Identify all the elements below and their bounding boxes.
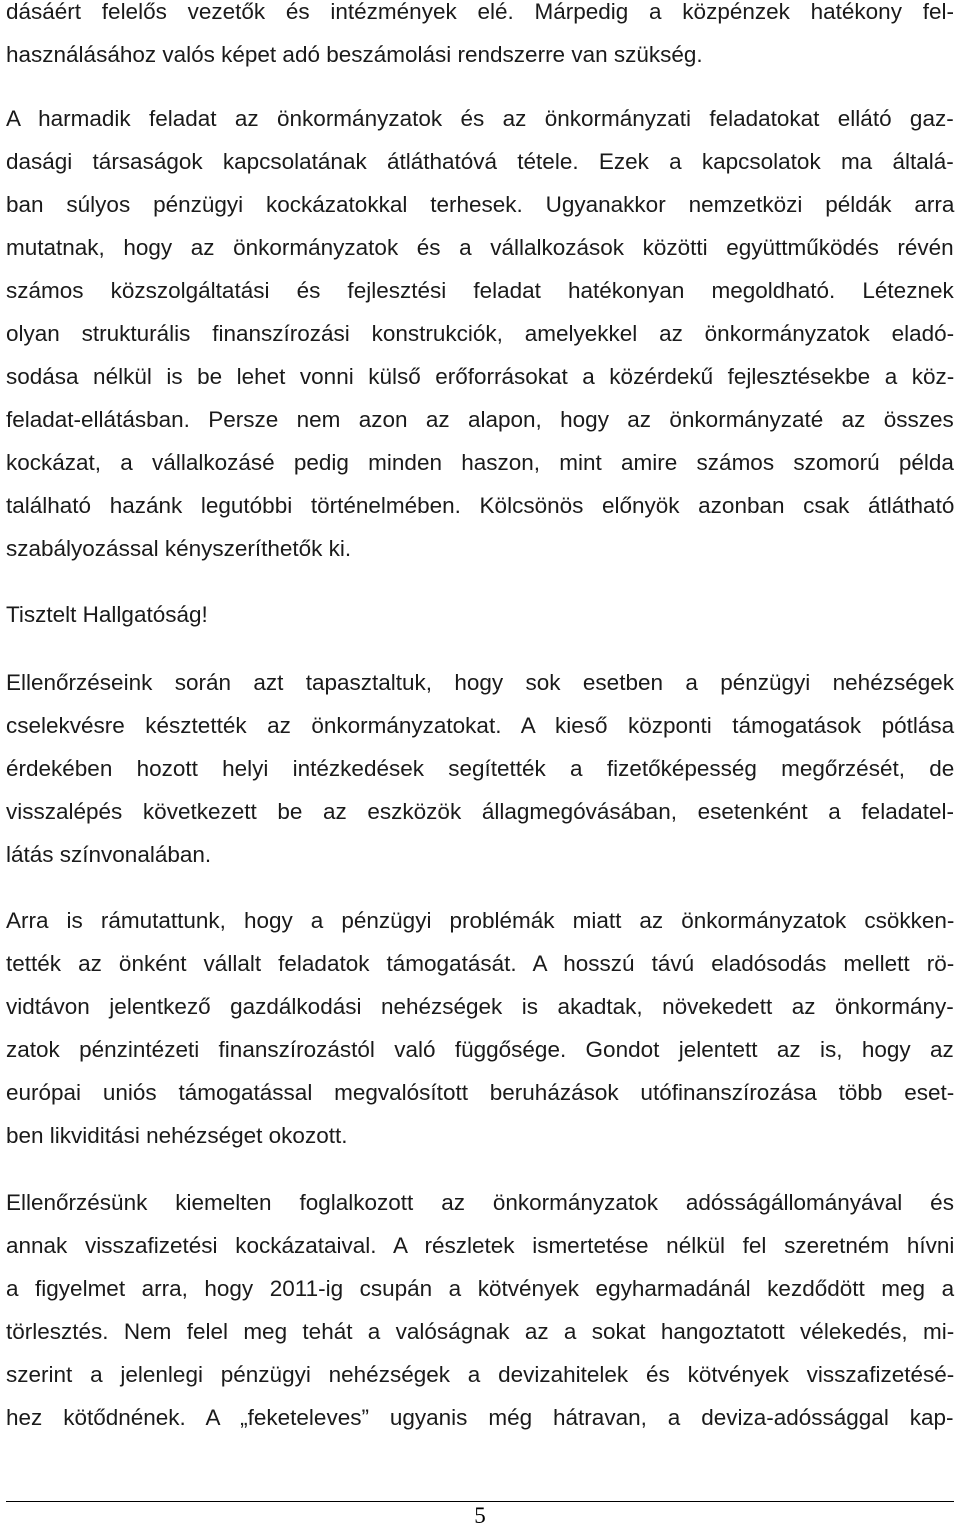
text-line: kockázat, a vállalkozásé pedig minden haszon, mint amire számos szomorú példa [6,450,954,475]
text-line: hez kötődnének. A „feketeleves” ugyanis még hátravan, a deviza-adóssággal kap- [6,1405,954,1430]
text-line: érdekében hozott helyi intézkedések segítették a fizetőképesség megőrzését, de [6,756,955,781]
text-line: szerint a jelenlegi pénzügyi nehézségek a devizahitelek és kötvények visszafizetésé- [6,1362,955,1387]
text-line: ban súlyos pénzügyi kockázatokkal terhesek. Ugyanakkor nemzetközi példák arra [6,192,955,217]
text-line: olyan strukturális finanszírozási konstrukciók, amelyekkel az önkormányzatok eladó- [6,321,955,346]
text-line: található hazánk legutóbbi történelmében. Kölcsönös előnyök azonban csak átlátható [6,493,955,518]
text-line: cselekvésre késztették az önkormányzatokat. A kieső központi támogatások pótlása [6,713,955,738]
text-line: Ellenőrzésünk kiemelten foglalkozott az önkormányzatok adósságállományával és [6,1190,954,1215]
text-line: vidtávon jelentkező gazdálkodási nehézségek is akadtak, növekedett az önkormány- [6,994,954,1019]
text-line: sodása nélkül is be lehet vonni külső erőforrásokat a közérdekű fejlesztésekbe a köz- [6,364,955,389]
text-line: ben likviditási nehézséget okozott. [6,1123,348,1148]
text-line: számos közszolgáltatási és fejlesztési feladat hatékonyan megoldható. Léteznek [6,278,954,303]
text-line: használásához valós képet adó beszámolási rendszerre van szükség. [6,42,703,67]
text-line: dásáért felelős vezetők és intézmények elé. Márpedig a közpénzek hatékony fel- [6,0,954,24]
text-line: tették az önként vállalt feladatok támogatását. A hosszú távú eladósodás mellett rö- [6,951,955,976]
text-line: látás színvonalában. [6,842,212,867]
text-line: európai uniós támogatással megvalósított beruházások utófinanszírozása több eset- [6,1080,955,1105]
text-line: a figyelmet arra, hogy 2011-ig csupán a kötvények egyharmadánál kezdődött meg a [6,1276,955,1301]
text-line: feladat-ellátásban. Persze nem azon az alapon, hogy az önkormányzaté az összes [6,407,954,432]
text-line: dasági társaságok kapcsolatának átláthatóvá tétele. Ezek a kapcsolatok ma általá- [6,149,954,174]
text-line: törlesztés. Nem felel meg tehát a valóságnak az a sokat hangoztatott vélekedés, mi- [6,1319,955,1344]
text-line: A harmadik feladat az önkormányzatok és az önkormányzati feladatokat ellátó gaz- [6,106,954,131]
text-line: annak visszafizetési kockázataival. A részletek ismertetése nélkül fel szeretném hívni [6,1233,955,1258]
text-line: Ellenőrzéseink során azt tapasztaltuk, hogy sok esetben a pénzügyi nehézségek [6,670,955,695]
text-line: mutatnak, hogy az önkormányzatok és a vállalkozások közötti együttműködés révén [6,235,954,260]
text-line: zatok pénzintézeti finanszírozástól való függősége. Gondot jelentett az is, hogy az [6,1037,954,1062]
text-line: szabályozással kényszeríthetők ki. [6,536,352,561]
text-line: Arra is rámutattunk, hogy a pénzügyi problémák miatt az önkormányzatok csökken- [6,908,955,933]
text-line: Tisztelt Hallgatóság! [6,602,208,627]
text-line: visszalépés következett be az eszközök állagmegóvásában, esetenként a feladatel- [6,799,954,824]
page-number: 5 [474,1503,486,1528]
